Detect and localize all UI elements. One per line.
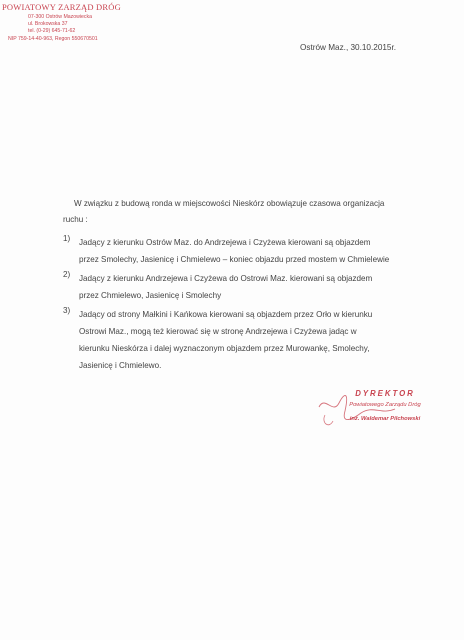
intro-line2: ruchu : [63, 215, 88, 225]
list-item-number: 3) [63, 306, 71, 315]
list-item-line: kierunku Nieskórza i dalej wyznaczonym objazdem przez Murowankę, Smolechy, [79, 344, 370, 353]
list-item [63, 270, 433, 304]
stamp-title: POWIATOWY ZARZĄD DRÓG [2, 2, 121, 12]
stamp-ids: NIP 759-14-40-963, Regon 550670501 [8, 35, 98, 42]
signature-org: Powiatowego Zarządu Dróg [349, 402, 421, 408]
signature-name: inż. Waldemar Pilchowski [349, 416, 421, 422]
date-line: Ostrów Maz., 30.10.2015r. [300, 43, 397, 52]
list-item-line: przez Smolechy, Jasienicę i Chmielewo – koniec objazdu przed mostem w Chmielewie [79, 255, 390, 264]
signature-stamp [315, 385, 455, 440]
list-item-line: Jadący z kierunku Ostrów Maz. do Andrzejewa i Czyżewa kierowani są objazdem [79, 238, 371, 247]
header-stamp [2, 2, 152, 43]
stamp-address-line1: 07-300 Ostrów Mazowiecka [28, 14, 93, 20]
detour-list [63, 234, 433, 376]
list-item-line: Ostrowi Maz., mogą też kierować się w stronę Andrzejewa i Czyżewa jadąc w [79, 327, 357, 336]
list-item [63, 306, 433, 374]
intro-line1: W związku z budową ronda w miejscowości Nieskórz obowiązuje czasowa organizacja [74, 199, 385, 208]
list-item-line: Jadący z kierunku Andrzejewa i Czyżewa do Ostrowi Maz. kierowani są objazdem [79, 274, 373, 283]
stamp-phone: tel. (0-29) 645-71-62 [28, 28, 76, 35]
list-item-line: przez Chmielewo, Jasienicę i Smolechy [79, 291, 222, 300]
intro-paragraph [63, 196, 418, 229]
signature-role: DYREKTOR [355, 389, 415, 398]
stamp-address-line2: ul. Brokowska 37 [28, 21, 68, 28]
list-item [63, 234, 433, 268]
list-item-line: Jadący od strony Małkini i Kańkowa kierowani są objazdem przez Orło w kierunku [79, 310, 373, 319]
list-item-line: Jasienicę i Chmielewo. [79, 361, 162, 370]
list-item-number: 2) [63, 270, 71, 279]
list-item-number: 1) [63, 234, 71, 243]
